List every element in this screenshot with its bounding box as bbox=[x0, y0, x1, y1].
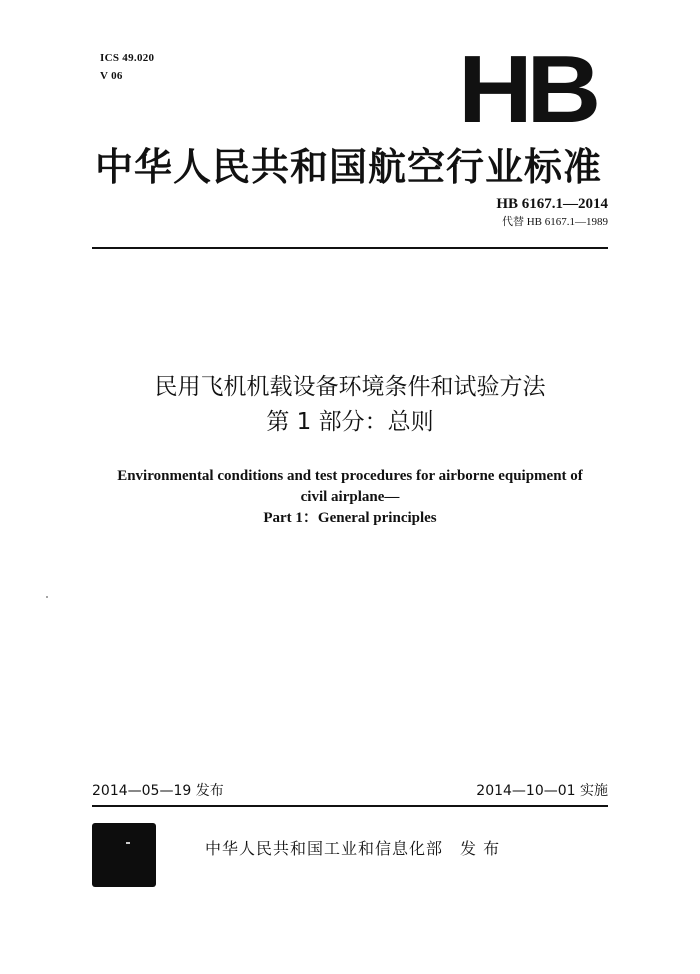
bottom-divider bbox=[92, 805, 608, 807]
page-title: 中华人民共和国航空行业标准 bbox=[95, 145, 603, 189]
implementation-date: 2014—10—01 实施 bbox=[476, 783, 608, 799]
standard-number-block bbox=[496, 196, 608, 229]
en-title-line3: Part 1：General principles bbox=[263, 510, 437, 526]
standard-number: HB 6167.1—2014 bbox=[496, 196, 608, 212]
replaces-standard: 代替 HB 6167.1—1989 bbox=[501, 216, 608, 228]
issue-date: 2014—05—19 发布 bbox=[92, 783, 224, 799]
en-title-line1: Environmental conditions and test procedures for airborne equipment of bbox=[117, 468, 583, 484]
ccs-code: V 06 bbox=[100, 70, 123, 82]
hb-logo: HB bbox=[458, 36, 595, 143]
ics-code: ICS 49.020 bbox=[100, 52, 155, 64]
scan-speck bbox=[46, 596, 48, 598]
en-title-line2: civil airplane— bbox=[300, 489, 400, 505]
publisher-stamp bbox=[92, 823, 156, 887]
cn-title-line2: 第 1 部分：总则 bbox=[266, 409, 434, 435]
publisher: 中华人民共和国工业和信息化部 发 布 bbox=[205, 839, 501, 858]
cn-title-line1: 民用飞机机载设备环境条件和试验方法 bbox=[154, 374, 546, 400]
top-divider bbox=[92, 247, 608, 249]
